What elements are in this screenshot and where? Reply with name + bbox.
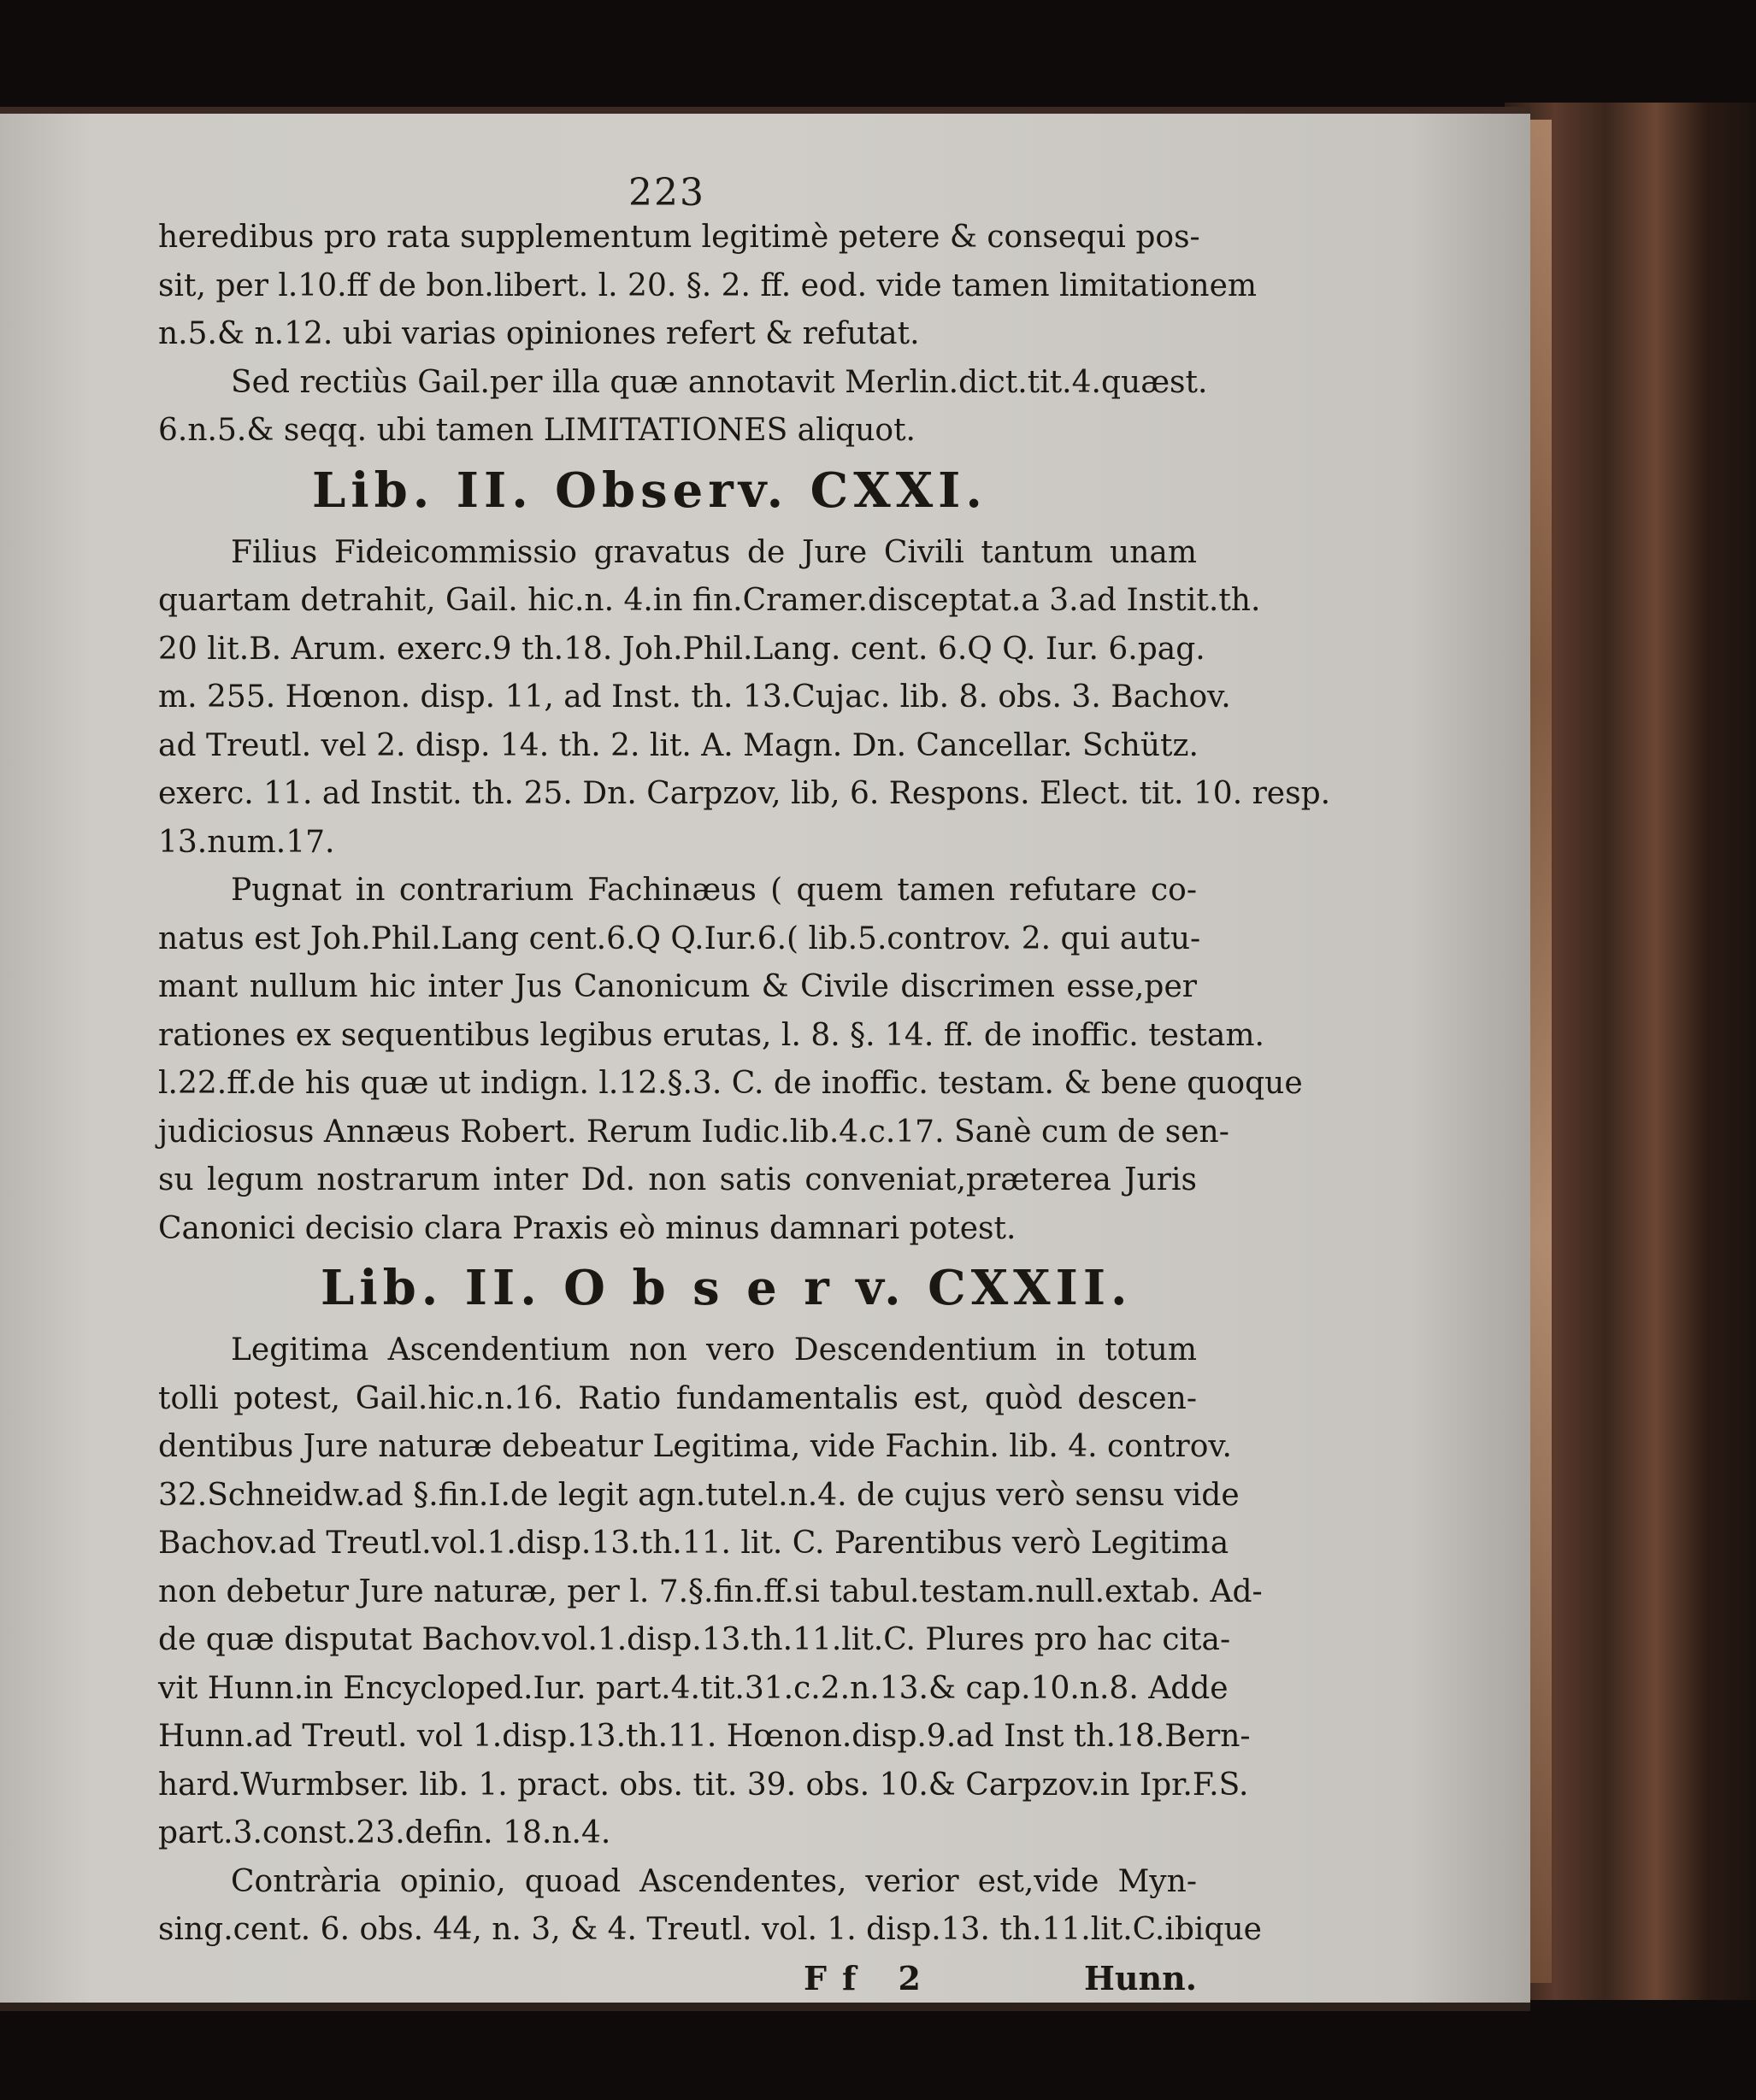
- text-line: Hunn.ad Treutl. vol 1.disp.13.th.11. Hœnon.disp.9.ad Inst th.18.Bern-: [158, 1719, 1251, 1754]
- text-line: non debetur Jure naturæ, per l. 7.§.fin.ff.si tabul.testam.null.extab. Ad-: [158, 1574, 1263, 1609]
- text-line: Sed rectiùs Gail.per illa quæ annotavit Merlin.dict.tit.4.quæst.: [231, 364, 1208, 400]
- text-line: exerc. 11. ad Instit. th. 25. Dn. Carpzov, lib, 6. Respons. Elect. tit. 10. resp.: [158, 776, 1331, 811]
- text-line: n.5.& n.12. ubi varias opiniones refert & refutat.: [158, 316, 920, 351]
- text-line: dentibus Jure naturæ debeatur Legitima, vide Fachin. lib. 4. controv.: [158, 1429, 1232, 1464]
- text-line: 32.Schneidw.ad §.fin.I.de legit agn.tutel.n.4. de cujus verò sensu vide: [158, 1477, 1240, 1513]
- page-number: 223: [628, 171, 705, 215]
- text-line: mant nullum hic inter Jus Canonicum & Civile discrimen esse,per: [158, 969, 1197, 1004]
- text-line: Contrària opinio, quoad Ascendentes, verior est,vide Myn-: [231, 1863, 1197, 1899]
- text-line: natus est Joh.Phil.Lang cent.6.Q Q.Iur.6.( lib.5.controv. 2. qui autu-: [158, 921, 1201, 956]
- text-line: su legum nostrarum inter Dd. non satis conveniat,præterea Juris: [158, 1162, 1197, 1197]
- paragraph-6: [158, 1858, 1262, 1955]
- text-line: heredibus pro rata supplementum legitimè petere & consequi pos-: [158, 220, 1200, 255]
- paragraph-4: [158, 867, 1303, 1253]
- text-line: m. 255. Hœnon. disp. 11, ad Inst. th. 13.Cujac. lib. 8. obs. 3. Bachov.: [158, 679, 1231, 715]
- text-line: 6.n.5.& seqq. ubi tamen LIMITATIONES aliquot.: [158, 413, 916, 448]
- text-line: l.22.ff.de his quæ ut indign. l.12.§.3. C. de inoffic. testam. & bene quoque: [158, 1066, 1303, 1101]
- observation-heading-cxxii: Lib. II. O b s e r v. CXXII.: [321, 1260, 1133, 1316]
- text-line: judiciosus Annæus Robert. Rerum Iudic.lib.4.c.17. Sanè cum de sen-: [158, 1114, 1229, 1150]
- paragraph-5: [158, 1326, 1263, 1858]
- text-line: ad Treutl. vel 2. disp. 14. th. 2. lit. A. Magn. Dn. Cancellar. Schütz.: [158, 727, 1199, 763]
- paragraph-3: [158, 529, 1331, 868]
- catchword: Hunn.: [1083, 1958, 1197, 1997]
- observation-heading-cxxi: Lib. II. Observ. CXXI.: [312, 462, 987, 519]
- text-line: tolli potest, Gail.hic.n.16. Ratio fundamentalis est, quòd descen-: [158, 1380, 1197, 1416]
- catchwords-line: [158, 1955, 1197, 2003]
- text-line: part.3.const.23.defin. 18.n.4.: [158, 1815, 611, 1850]
- text-line: Legitima Ascendentium non vero Descendentium in totum: [231, 1332, 1197, 1368]
- text-line: quartam detrahit, Gail. hic.n. 4.in fin.Cramer.disceptat.a 3.ad Instit.th.: [158, 583, 1261, 618]
- paragraph-2: [158, 359, 1208, 456]
- paragraph-1: [158, 214, 1258, 359]
- text-line: Canonici decisio clara Praxis eò minus damnari potest.: [158, 1210, 1016, 1246]
- text-line: Bachov.ad Treutl.vol.1.disp.13.th.11. lit. C. Parentibus verò Legitima: [158, 1526, 1229, 1561]
- text-line: de quæ disputat Bachov.vol.1.disp.13.th.11.lit.C. Plures pro hac cita-: [158, 1622, 1231, 1657]
- text-line: vit Hunn.in Encycloped.Iur. part.4.tit.31.c.2.n.13.& cap.10.n.8. Adde: [158, 1670, 1229, 1706]
- text-line: sit, per l.10.ff de bon.libert. l. 20. §. 2. ff. eod. vide tamen limitationem: [158, 268, 1258, 303]
- text-line: 20 lit.B. Arum. exerc.9 th.18. Joh.Phil.Lang. cent. 6.Q Q. Iur. 6.pag.: [158, 631, 1205, 667]
- text-line: 13.num.17.: [158, 824, 335, 860]
- signature-mark: Ff 2: [804, 1958, 936, 1997]
- text-line: Pugnat in contrarium Fachinæus ( quem tamen refutare co-: [231, 873, 1197, 908]
- text-line: sing.cent. 6. obs. 44, n. 3, & 4. Treutl. vol. 1. disp.13. th.11.lit.C.ibique: [158, 1912, 1262, 1947]
- text-line: hard.Wurmbser. lib. 1. pract. obs. tit. 39. obs. 10.& Carpzov.in Ipr.F.S.: [158, 1767, 1249, 1803]
- page-text: [158, 214, 1331, 2003]
- text-line: Filius Fideicommissio gravatus de Jure Civili tantum unam: [231, 534, 1197, 570]
- text-line: rationes ex sequentibus legibus erutas, l. 8. §. 14. ff. de inoffic. testam.: [158, 1017, 1264, 1053]
